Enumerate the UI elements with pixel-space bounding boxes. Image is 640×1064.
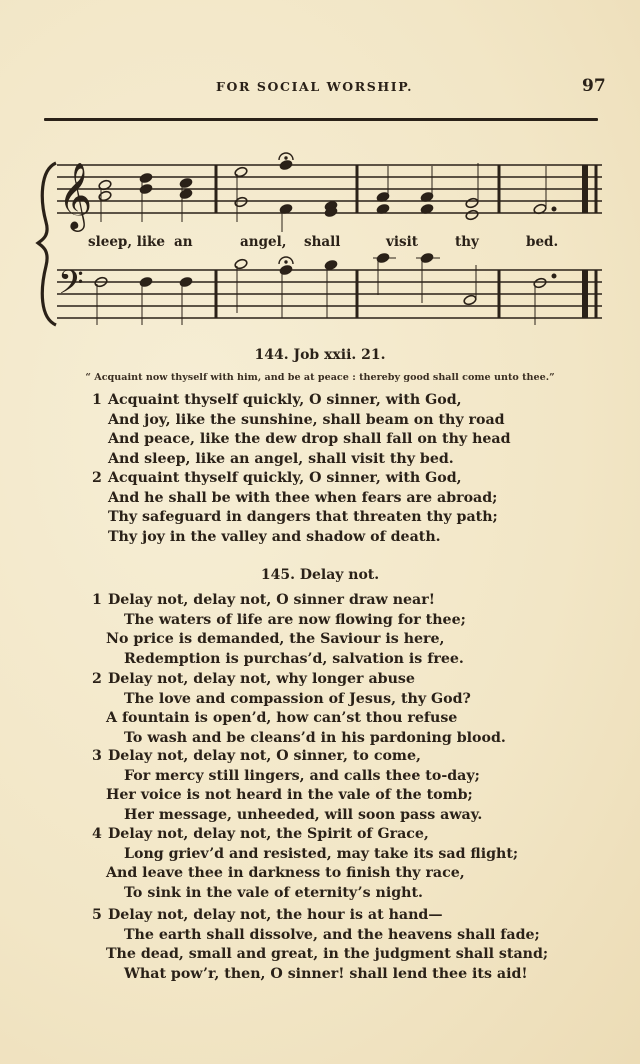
stanza-number: 4 [92,826,102,842]
verse-line: Acquaint thyself quickly, O sinner, with God, [108,470,462,486]
verse-line: The earth shall dissolve, and the heavens shall fade; [124,926,540,943]
lyric-syllable: angel, [240,234,287,250]
stanza-number: 5 [92,907,102,923]
hymn-144-title: 144. Job xxii. 21. [254,347,386,363]
running-head [0,76,640,100]
header-rule [44,118,598,121]
verse-line: Her voice is not heard in the vale of the tomb; [106,787,473,803]
verse-line: Acquaint thyself quickly, O sinner, with God, [108,392,462,408]
verse-line: The love and compassion of Jesus, thy God? [124,690,471,707]
verse-line: Delay not, delay not, the hour is at hand— [108,907,443,923]
verse-line: And sleep, like an angel, shall visit thy bed. [108,450,454,467]
verse-line: Delay not, delay not, O sinner, to come, [108,748,421,764]
verse-line: Long griev’d and resisted, may take its sad flight; [124,845,519,862]
stanza-number: 2 [92,671,102,687]
page-number: 97 [582,76,606,96]
hymn-144-epigraph: “ Acquaint now thyself with him, and be at peace : thereby good shall come unto thee.” [85,372,555,383]
verse-line: Delay not, delay not, O sinner draw near! [108,592,435,608]
bass-notes [94,252,556,325]
verse-line: And joy, like the sunshine, shall beam on thy road [108,411,505,428]
score-lyrics [0,234,640,254]
hymn-144-stanza-2 [92,469,612,547]
bass-clef-icon: 𝄢 [58,264,84,310]
verse-line: To wash and be cleans’d in his pardoning blood. [124,729,506,746]
stanza-number: 1 [92,592,102,608]
lyric-syllable: bed. [526,234,559,250]
verse-line: And he shall be with thee when fears are abroad; [108,489,498,506]
hymn-145-stanza-2 [92,670,612,748]
verse-line: The waters of life are now flowing for thee; [124,611,466,628]
hymn-145-stanza-3 [92,747,612,825]
treble-clef-icon: 𝄞 [58,161,93,229]
bass-staff [57,270,602,318]
stanza-number: 1 [92,392,102,408]
verse-line: What pow’r, then, O sinner! shall lend thee its aid! [124,965,528,982]
verse-line: Her message, unheeded, will soon pass away. [124,806,483,823]
hymn-145-stanza-1 [92,591,612,669]
verse-line: A fountain is open’d, how can’st thou refuse [106,710,458,726]
running-title: FOR SOCIAL WORSHIP. [216,79,414,94]
hymn-145-title: 145. Delay not. [260,567,380,583]
verse-line: Delay not, delay not, why longer abuse [108,671,415,687]
verse-line: Redemption is purchas’d, salvation is free. [124,650,464,667]
lyric-syllable: visit [386,234,418,250]
hymn-145-stanza-4 [92,825,612,903]
verse-line: And leave thee in darkness to finish thy race, [106,865,465,881]
verse-line: Thy safeguard in dangers that threaten thy path; [108,509,498,525]
verse-line: No price is demanded, the Saviour is here, [106,631,445,647]
verse-line: Thy joy in the valley and shadow of death. [108,528,441,545]
verse-line: And peace, like the dew drop shall fall on thy head [108,431,511,447]
lyric-syllable: an [174,234,193,250]
lyric-syllable: shall [304,234,341,250]
lyric-syllable: sleep, like [88,234,165,250]
hymn-144-stanza-1 [92,391,612,469]
stanza-number: 3 [92,748,102,764]
verse-line: For mercy still lingers, and calls thee to-day; [124,767,480,784]
verse-line: Delay not, delay not, the Spirit of Grace, [108,826,429,842]
stanza-number: 2 [92,470,102,486]
hymn-145-stanza-5 [92,906,612,984]
lyric-syllable: thy [455,234,479,250]
verse-line: The dead, small and great, in the judgment shall stand; [106,946,549,962]
verse-line: To sink in the vale of eternity’s night. [124,884,423,901]
